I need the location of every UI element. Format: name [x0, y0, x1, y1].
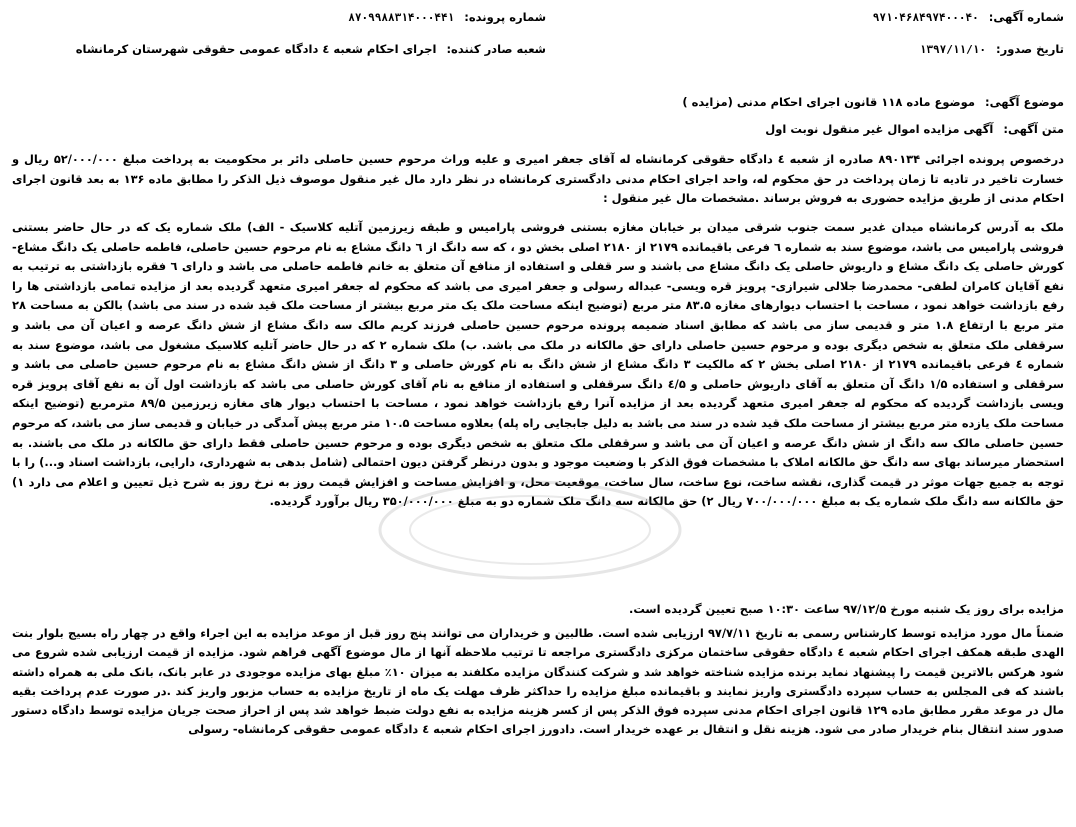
auction-date-paragraph: مزایده برای روز یک شنبه مورخ ۹۷/۱۲/۵ ساعت ۱۰:۳۰ صبح تعیین گردیده است.	[629, 602, 1064, 616]
issuing-branch-label: شعبه صادر کننده:	[446, 42, 546, 56]
issue-date-value: ۱۳۹۷/۱۱/۱۰	[919, 43, 986, 56]
intro-paragraph: درخصوص پرونده اجرائی ۸۹۰۱۳۴ صادره از شعبه ٤ دادگاه حقوقی کرمانشاه له آقای جعفر امیری و علیه وراث مرحوم حسین حاصلی دائر بر محکومیت به پرداخت مبلغ ۵۲/۰۰۰/۰۰۰ ریال و خسارت تاخیر در تادیه تا زمان پرداخت در حق محکوم له، واحد اجرای احکام مدنی دادگستری کرمانشاه در نظر دارد مال غیر منقول موصوف ذیل الذکر را مطابق ماده ۱۳۶ به بعد قانون اجرای احکام مدنی از طریق مزایده حضوری به فروش برساند .مشخصات مال غیر منقول :	[12, 152, 1064, 206]
ad-number-row	[873, 10, 1064, 24]
text-title-value: آگهی مزایده اموال غیر منقول نوبت اول	[765, 122, 994, 136]
text-title-label: متن آگهی:	[1003, 122, 1064, 136]
ad-number-value: ۹۷۱۰۴۶۸۴۹۷۴۰۰۰۴۰	[872, 11, 979, 24]
subject-row	[682, 95, 1064, 109]
issue-date-row	[920, 42, 1064, 56]
subject-label: موضوع آگهی:	[985, 95, 1064, 109]
case-number-row	[348, 10, 546, 24]
ad-number-label: شماره آگهی:	[988, 10, 1064, 24]
issuing-branch-row	[76, 42, 546, 56]
property-description-paragraph: ملک به آدرس کرمانشاه میدان غدیر سمت جنوب شرقی میدان بر خیابان مغازه بستنی فروشی پارامیس و طبقه زیرزمین آتلیه کلاسیک - الف) ملک شماره یک که در حال حاضر بستنی فروشی پارامیس می باشد، موضوع سند به شماره ٦ فرعی باقیمانده ۲۱۷۹ از ۲۱۸۰ اصلی بخش دو ، که سه دانگ از ٦ دانگ مشاع به نام مرحوم حسین حاصلی، فاطمه حاصلی یک دانگ مشاع- کورش حاصلی یک دانگ مشاع و داریوش حاصلی یک دانگ مشاع می باشند و سر قفلی و استفاده از منافع آن متعلق به خانم فاطمه حاصلی می باشد و دارای ٦ فقره بازداشتی به ترتیب به نفع آقایان کامران لطفی- محمدرضا جلالی شیرازی- پرویز قره ویسی- عبداله رسولی و جعفر امیری می باشد که محکوم له جعفر امیری متعهد گردیده بعد از مزایده تمامی بازداشتی ها را رفع بازداشت خواهد نمود ، مساحت با احتساب دیوارهای مغازه ۸۳.۵ متر مربع (توضیح اینکه مساحت ملک یک متر مربع بیشتر از مساحت ملک قید شده در سند می باشد) بالکن به مساحت ۲۸ متر مربع با ارتفاع ۱.۸ متر و قدیمی ساز می باشد که مطابق اسناد ضمیمه پرونده مرحوم حسین حاصلی فرزند کریم مالک سه دانگ مشاع از شش دانگ عرصه و اعیان آن می باشد و سرقفلی ملک متعلق به شخص دیگری بوده و مرحوم حسین حاصلی دارای حق مالکانه در ملک می باشد. ب) ملک شماره ۲ که در حال حاضر آتلیه کلاسیک مشغول می باشد، موضوع سند به شماره ٤ فرعی باقیمانده ۲۱۷۹ از ۲۱۸۰ اصلی بخش ۲ که مالکیت ۳ دانگ مشاع از شش دانگ به نام کورش حاصلی و ۳ دانگ از شش دانگ مشاع به نام مرحوم حسین حاصلی می باشد و سرقفلی و استفاده ۱/۵ دانگ آن متعلق به آقای داریوش حاصلی و ٤/۵ دانگ سرقفلی و استفاده از منافع به نام آقای کورش حاصلی می باشد که بازداشت اول آن به نفع آقای پرویز قره ویسی بازداشت گردیده که محکوم له جعفر امیری متعهد گردیده بعد از مزایده آنرا رفع بازداشت خواهد نمود ، مساحت با احتساب دیوار های مغازه زیرزمین ۸۹/۵ مترمربع (توضیح اینکه مساحت ملک یازده متر مربع بیشتر از مساحت ملک قید شده در سند می باشد به دلیل جابجایی راه پله) بعلاوه مساحت ۱۰.۵ متر مربع پیش آمدگی در خیابان و قدیمی ساز می باشد، که مرحوم حسین حاصلی مالک سه دانگ از شش دانگ عرصه و اعیان آن می باشد و سرقفلی ملک متعلق به شخص دیگری بوده و مرحوم حسین حاصلی فقط دارای حق مالکانه در ملک می باشند. به استحضار میرساند بهای سه دانگ حق مالکانه املاک با مشخصات فوق الذکر با وضعیت موجود و بدون درنظر گرفتن دیون احتمالی (شامل بدهی به شهرداری، دارایی، بازداشت اسناد و...) را با توجه به جمیع جهات موثر در قیمت گذاری، نقشه ساخت، نوع ساخت، سال ساخت، موقعیت محل، و افزایش مساحت و افزایش قیمت روز به نرخ روز به شرح ذیل تعیین و اعلام می دارد ۱) حق مالکانه سه دانگ ملک شماره یک به مبلغ ۷۰۰/۰۰۰/۰۰۰ ریال ۲) حق مالکانه سه دانگ ملک شماره دو به مبلغ ۳۵۰/۰۰۰/۰۰۰ ریال برآورد گردیده.	[12, 220, 1065, 509]
terms-paragraph: ضمناً مال مورد مزایده توسط کارشناس رسمی به تاریخ ۹۷/۷/۱۱ ارزیابی شده است. طالبین و خریداران می توانند پنج روز قبل از موعد مزایده به این اجراء واقع در چهار راه بسیج بلوار بنت الهدی طبقه همکف اجرای احکام شعبه ٤ دادگاه حقوقی ساختمان مرکزی دادگستری مراجعه تا ترتیب ملاحظه آنها از مال موضوع آگهی فراهم شود. مزایده از قیمت ارزیابی شده شروع می شود هرکس بالاترین قیمت را پیشنهاد نماید برنده مزایده شناخته خواهد شد و شرکت کنندگان مزایده مکلفند به میزان ۱۰٪ مبلغ بهای مزایده موجودی در عابر بانک، بانک ملی به همراه داشته باشند که فی المجلس به حساب سپرده دادگستری واریز نمایند و باقیمانده مبلغ مزایده را حداکثر ظرف مهلت یک ماه از تاریخ مزایده به حساب مزبور واریز کند .در صورت عدم پرداخت بقیه مال در موعد مقرر مطابق ماده ۱۲۹ قانون اجرای احکام مدنی سپرده فوق الذکر پس از کسر هزینه مزایده به نفع دولت ضبط خواهد شد پس از احراز صحت جریان مزایده توسط دادگاه دستور صدور سند انتقال بنام خریدار صادر می شود. هزینه نقل و انتقال بر عهده خریدار است. دادورز اجرای احکام شعبه ٤ دادگاه عمومی حقوقی کرمانشاه- رسولی	[12, 626, 1065, 737]
issuing-branch-value: اجرای احکام شعبه ٤ دادگاه عمومی حقوقی شهرستان کرمانشاه	[75, 42, 437, 56]
text-title-row	[765, 122, 1064, 136]
case-number-value: ۸۷۰۹۹۸۸۳۱۴۰۰۰۴۴۱	[348, 11, 455, 24]
issue-date-label: تاریخ صدور:	[996, 42, 1064, 56]
subject-value: موضوع ماده ۱۱۸ قانون اجرای احکام مدنی (مزایده )	[682, 95, 976, 109]
case-number-label: شماره پرونده:	[464, 10, 546, 24]
